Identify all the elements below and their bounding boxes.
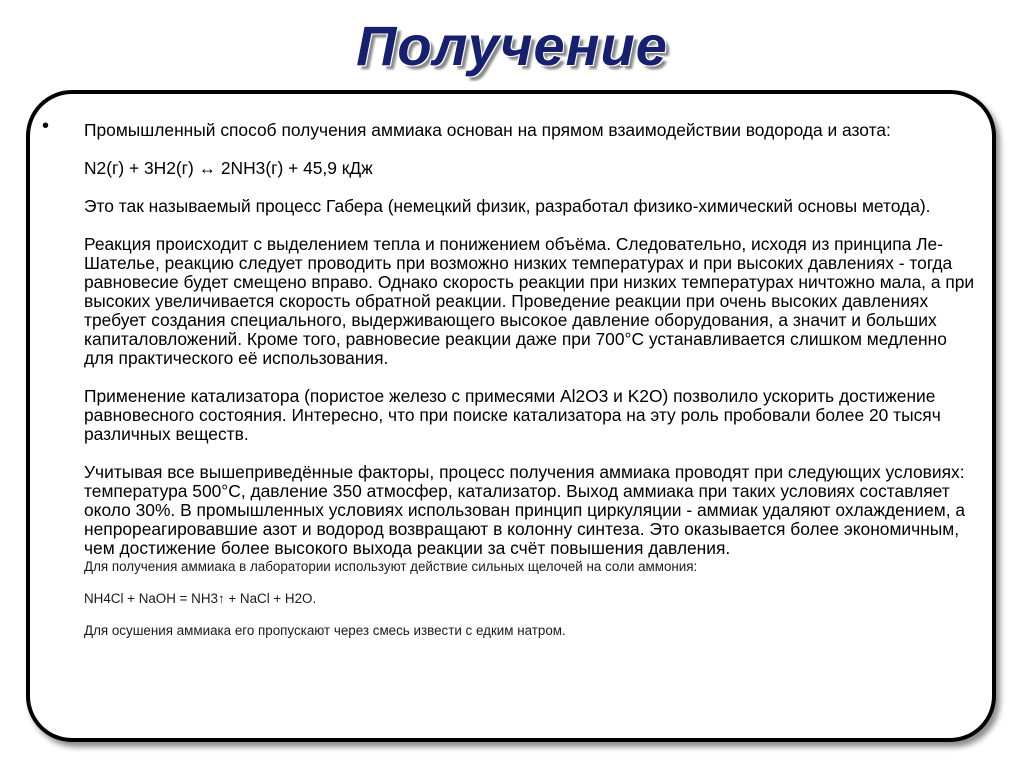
paragraph-catalyst: Применение катализатора (пористое железо с примесями Al2O3 и K2O) позволило ускорить достижение равновесного состояния. Интересно, что при поиске катализатора на эту роль пробовали более 20 тысяч различных веществ.: [84, 386, 941, 444]
paragraph-gap: [84, 216, 980, 235]
lab-note-equation: NH4Cl + NaOH = NH3↑ + NaCl + H2O.: [84, 591, 317, 606]
paragraph-intro: Промышленный способ получения аммиака основан на прямом взаимодействии водорода и азота:: [84, 120, 891, 140]
paragraph-gap: [84, 178, 980, 197]
paragraph-gap: [84, 368, 980, 387]
paragraph-gap: [84, 607, 980, 622]
lab-note-intro: Для получения аммиака в лаборатории используют действие сильных щелочей на соли аммония:: [84, 559, 698, 574]
slide-title: Получение: [356, 14, 668, 77]
paragraph-le-chatelier: Реакция происходит с выделением тепла и понижением объёма. Следовательно, исходя из принципа Ле-Шателье, реакцию следует проводить при возможно низких температурах и при высоких давлениях - тогда равновесие будет смещено вправо. Однако скорость реакции при низких температурах ничтожно мала, а при высоких увеличивается скорость обратной реакции. Проведение реакции при очень высоких давлениях требует создания специального, выдерживающего высокое давление оборудования, а значит и больших капиталовложений. Кроме того, равновесие реакции даже при 700°С устанавливается слишком медленно для практического её использования.: [84, 234, 975, 368]
paragraph-conditions: Учитывая все вышеприведённые факторы, процесс получения аммиака проводят при следующих условиях: температура 500°С, давление 350 атмосфер, катализатор. Выход аммиака при таких условиях составляет около 30%. В промышленных условиях использован принцип циркуляции - аммиак удаляют охлаждением, а непрореагировавшие азот и водород возвращают в колонну синтеза. Это оказывается более экономичным, чем достижение более высокого выхода реакции за счёт повышения давления.: [84, 462, 966, 558]
text-block: [84, 121, 980, 639]
lab-note-drying: Для осушения аммиака его пропускают через смесь извести с едким натром.: [84, 623, 566, 638]
paragraph-gap: [84, 140, 980, 159]
paragraph-haber: Это так называемый процесс Габера (немецкий физик, разработал физико-химический основы метода).: [84, 196, 931, 216]
paragraph-gap: [84, 444, 980, 463]
bullet-marker: •: [42, 115, 50, 137]
paragraph-gap: [84, 575, 980, 590]
paragraph-equation: N2(г) + 3H2(г) ↔ 2NH3(г) + 45,9 кДж: [84, 158, 373, 178]
